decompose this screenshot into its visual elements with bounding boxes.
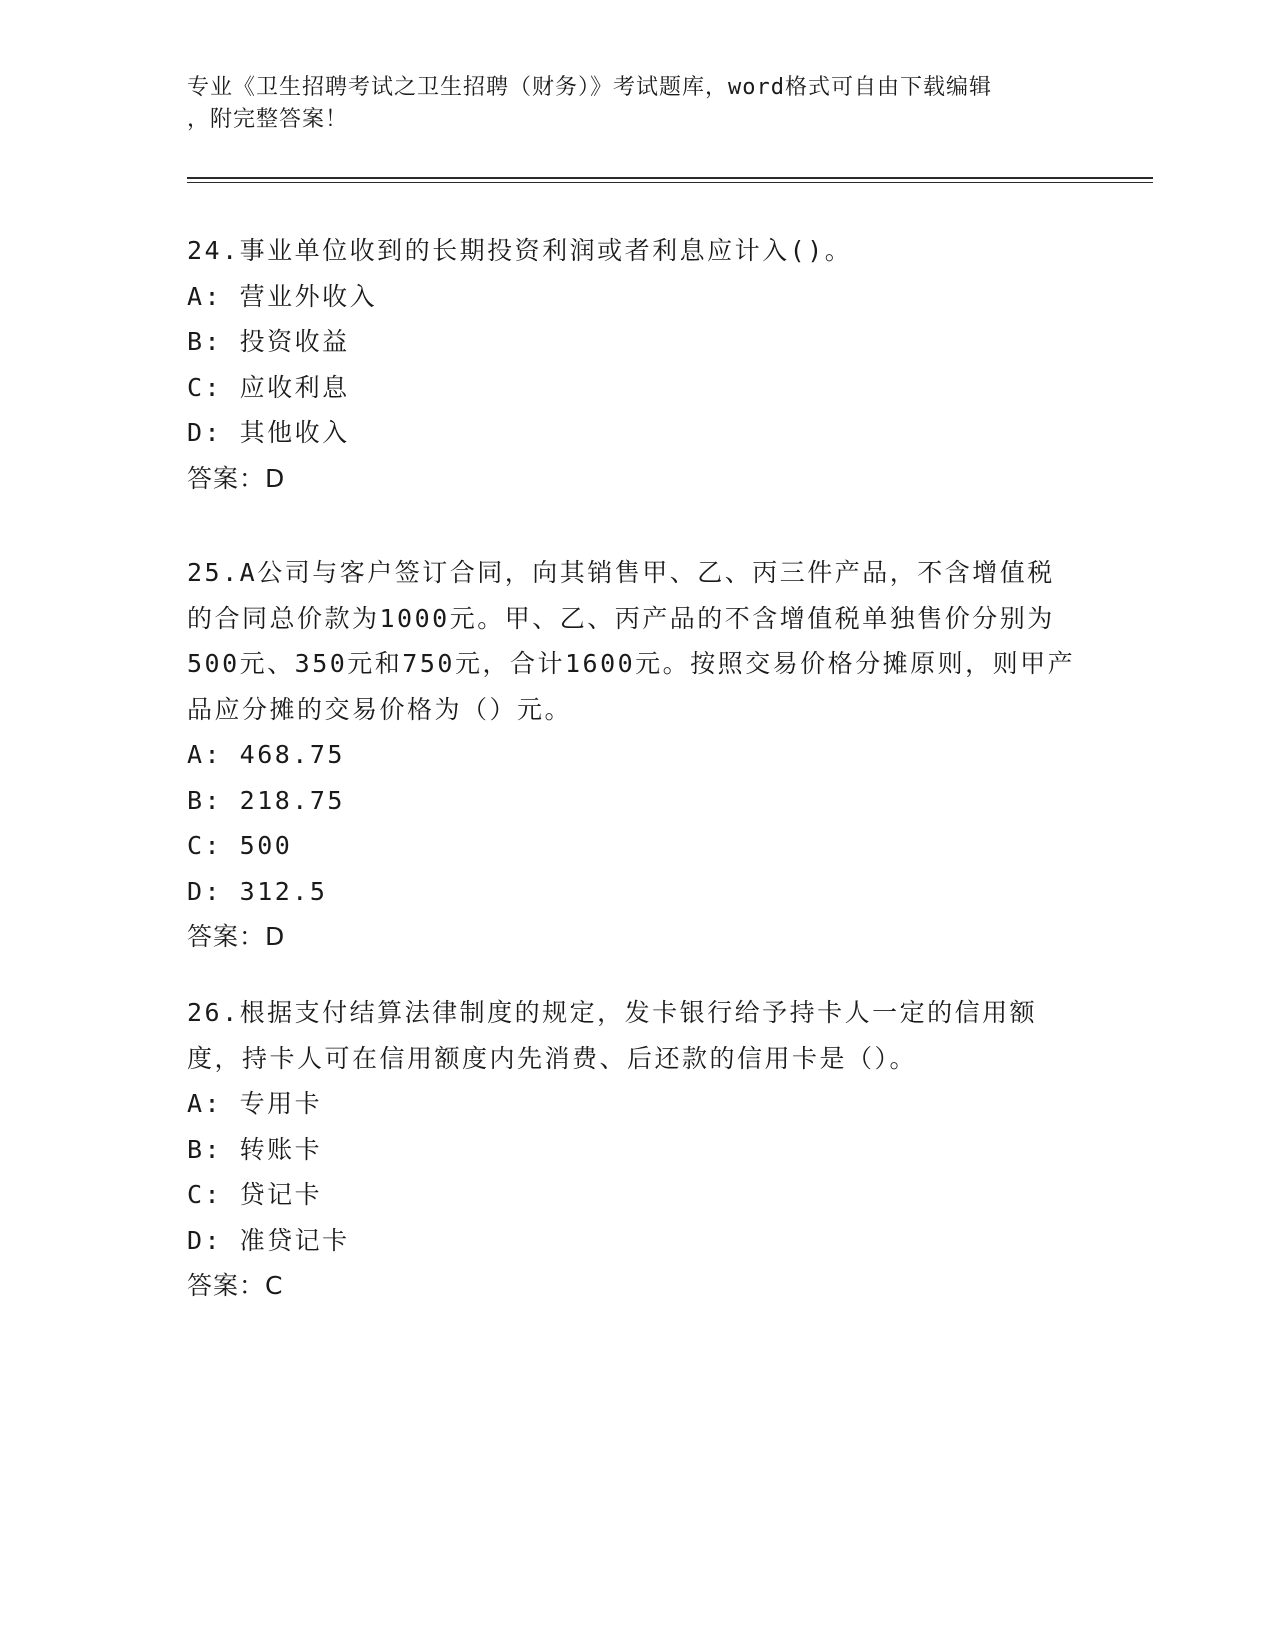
option-a: A: 专用卡 <box>187 1089 323 1118</box>
option-d: D: 其他收入 <box>187 418 350 447</box>
option-d: D: 312.5 <box>187 876 328 906</box>
option-b: B: 218.75 <box>187 785 345 815</box>
answer: 答案：D <box>187 922 286 951</box>
question-24 <box>187 228 1087 501</box>
header-divider-thin <box>187 182 1153 183</box>
question-stem: 26.根据支付结算法律制度的规定，发卡银行给予持卡人一定的信用额度，持卡人可在信用额度内先消费、后还款的信用卡是（）。 <box>187 998 1038 1073</box>
answer: 答案：C <box>187 1271 284 1300</box>
question-stem: 24.事业单位收到的长期投资利润或者利息应计入()。 <box>187 236 853 265</box>
question-26 <box>187 990 1077 1309</box>
answer: 答案：D <box>187 463 286 493</box>
question-25 <box>187 550 1077 960</box>
option-c: C: 贷记卡 <box>187 1180 323 1209</box>
option-c: C: 应收利息 <box>187 372 350 402</box>
question-stem: 25.A公司与客户签订合同，向其销售甲、乙、丙三件产品，不含增值税的合同总价款为1000元。甲、乙、丙产品的不含增值税单独售价分别为500元、350元和750元，合计1600元。按照交易价格分摊原则，则甲产品应分摊的交易价格为（）元。 <box>187 558 1076 724</box>
option-a: A: 营业外收入 <box>187 281 378 311</box>
header-divider-thick <box>187 177 1153 179</box>
option-b: B: 投资收益 <box>187 327 350 356</box>
option-a: A: 468.75 <box>187 740 345 769</box>
option-d: D: 准贷记卡 <box>187 1225 350 1255</box>
option-c: C: 500 <box>187 831 293 860</box>
document-header: 专业《卫生招聘考试之卫生招聘（财务）》考试题库，word格式可自由下载编辑 ，附完整答案！ <box>187 75 992 132</box>
option-b: B: 转账卡 <box>187 1134 323 1164</box>
